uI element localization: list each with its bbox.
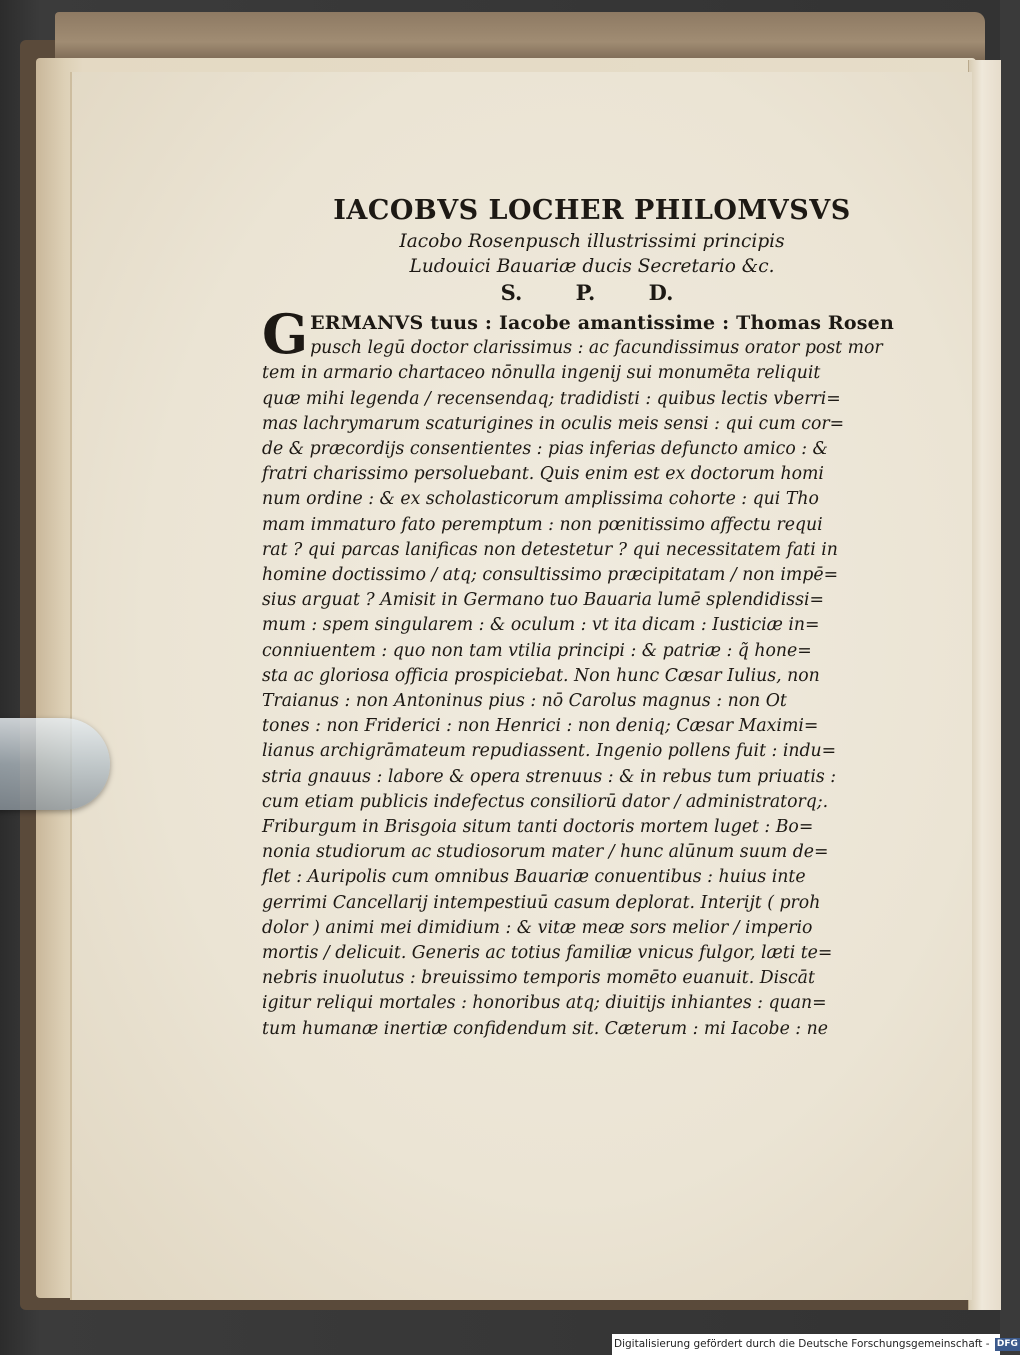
letter-body xyxy=(262,301,894,1042)
text-line: conniuentem : quo non tam vtilia principi : & patriæ : q̃ hone= xyxy=(262,640,812,661)
text-line: mam immaturo fato peremptum : non pœnitissimo affectu requi xyxy=(262,514,823,535)
heading-author: IACOBVS LOCHER PHILOMVSVS xyxy=(333,195,851,226)
text-line: flet : Auripolis cum omnibus Bauariæ conuentibus : huius inte xyxy=(262,867,806,888)
text-line: fratri charissimo persoluebant. Quis enim est ex doctorum homi xyxy=(262,464,824,485)
text-line: igitur reliqui mortales : honoribus atq; diuitijs inhiantes : quan= xyxy=(262,993,827,1014)
text-line: tem in armario chartaceo nōnulla ingenij sui monumēta reliquit xyxy=(262,363,821,384)
heading-recipient-title: Ludouici Bauariæ ducis Secretario &c. xyxy=(409,255,775,277)
text-line: num ordine : & ex scholasticorum amplissima cohorte : qui Tho xyxy=(262,489,819,510)
text-line: mas lachrymarum scaturigines in oculis meis sensi : qui cum cor= xyxy=(262,413,845,434)
text-line: mum : spem singularem : & oculum : vt ita dicam : Iusticiæ in= xyxy=(262,615,820,636)
page-holder-clip xyxy=(0,718,110,810)
text-line: homine doctissimo / atq; consultissimo præcipitatam / non impē= xyxy=(262,564,839,585)
text-line: stria gnauus : labore & opera strenuus : & in rebus tum priuatis : xyxy=(262,766,837,787)
text-line: sius arguat ? Amisit in Germano tuo Bauaria lumē splendidissi= xyxy=(262,590,825,611)
text-line: tones : non Friderici : non Henrici : non deniq; Cæsar Maximi= xyxy=(262,716,819,737)
text-line: Traianus : non Antoninus pius : nō Carolus magnus : non Ot xyxy=(262,691,787,711)
drop-cap: G xyxy=(262,301,309,366)
dfg-logo: DFG xyxy=(996,1338,1018,1349)
text-line: pusch legū doctor clarissimus : ac facundissimus orator post mor xyxy=(310,338,883,359)
funding-footer xyxy=(612,1334,1018,1355)
text-line: ERMANVS tuus : Iacobe amantissime : Thomas Rosen xyxy=(310,311,894,334)
text-block xyxy=(262,195,894,1042)
book-top-edge xyxy=(55,12,985,62)
text-line: de & præcordijs consentientes : pias inferias defuncto amico : & xyxy=(262,438,828,459)
text-line: Friburgum in Brisgoia situm tanti doctoris mortem luget : Bo= xyxy=(262,817,814,838)
text-line: tum humanæ inertiæ confidendum sit. Cæterum : mi Iacobe : ne xyxy=(262,1018,828,1039)
text-line: nonia studiorum ac studiosorum mater / hunc alūnum suum de= xyxy=(262,842,829,863)
text-line: lianus archigrāmateum repudiassent. Ingenio pollens fuit : indu= xyxy=(262,741,837,762)
heading-salutation: S. P. D. xyxy=(500,279,674,305)
heading-recipient: Iacobo Rosenpusch illustrissimi principis xyxy=(399,231,785,253)
text-line: dolor ) animi mei dimidium : & vitæ meæ sors melior / imperio xyxy=(262,917,813,938)
text-line: nebris inuolutus : breuissimo temporis momēto euanuit. Discāt xyxy=(262,968,815,989)
text-line: mortis / delicuit. Generis ac totius familiæ vnicus fulgor, læti te= xyxy=(262,943,833,964)
text-line: cum etiam publicis indefectus consiliorū dator / administratorq;. xyxy=(262,791,829,812)
text-line: gerrimi Cancellarij intempestiuū casum deplorat. Interijt ( proh xyxy=(262,892,821,913)
funding-note: Digitalisierung gefördert durch die Deutsche Forschungsgemeinschaft - xyxy=(614,1338,990,1350)
text-line: sta ac gloriosa officia prospiciebat. Non hunc Cæsar Iulius, non xyxy=(262,665,820,686)
right-page-edge xyxy=(968,60,1001,1310)
text-line: quæ mihi legenda / recensendaq; tradidisti : quibus lectis vberri= xyxy=(262,388,841,409)
text-line: rat ? qui parcas lanificas non detestetur ? qui necessitatem fati in xyxy=(262,539,838,560)
